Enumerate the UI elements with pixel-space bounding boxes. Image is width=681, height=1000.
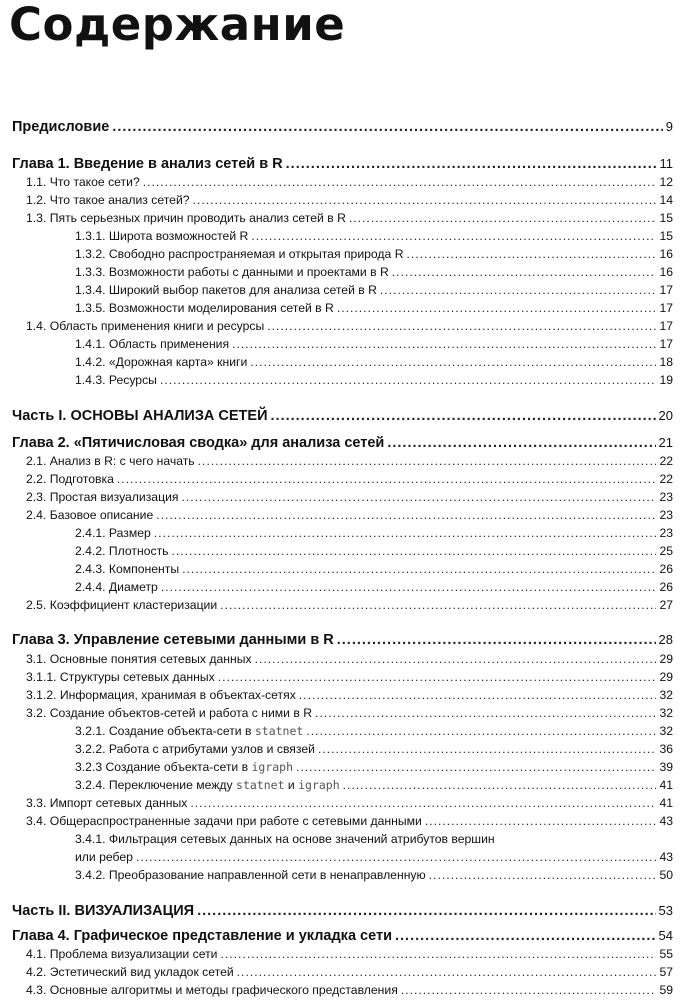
toc-entry <box>75 866 673 884</box>
dot-leader <box>337 631 656 649</box>
toc-entry <box>26 191 673 209</box>
dot-leader <box>267 317 656 335</box>
page-number: 19 <box>659 373 673 387</box>
toc-entry <box>12 434 673 452</box>
toc-entry-text: 1.1. Что такое сети? <box>26 175 140 189</box>
dot-leader <box>296 758 656 776</box>
toc-entry-text: 3.1. Основные понятия сетевых данных <box>26 652 252 666</box>
toc-entry-text: 1.2. Что такое анализ сетей? <box>26 193 190 207</box>
toc-entry-title <box>75 722 303 740</box>
toc-entry-text: Глава 2. «Пятичисловая сводка» для анализа сетей <box>12 435 385 451</box>
toc-entry <box>75 263 673 281</box>
toc-entry <box>75 245 673 263</box>
dot-leader <box>156 506 656 524</box>
toc-entry-title <box>26 704 312 722</box>
page-number: 50 <box>659 868 673 882</box>
toc-entry-title <box>75 578 158 596</box>
code-package-name: igraph <box>251 760 293 774</box>
toc-entry-title <box>12 155 283 173</box>
dot-leader <box>337 299 657 317</box>
toc-entry-title <box>12 407 268 425</box>
toc-entry-text: 2.1. Анализ в R: с чего начать <box>26 454 195 468</box>
toc-entry-text: 3.3. Импорт сетевых данных <box>26 796 188 810</box>
toc-entry-title <box>26 812 422 830</box>
toc-entry <box>75 740 673 758</box>
toc-entry-title <box>75 560 179 578</box>
toc-entry-title <box>26 506 153 524</box>
dot-leader <box>387 434 655 452</box>
toc-entry <box>75 560 673 578</box>
page-number: 25 <box>659 544 673 558</box>
toc-entry-text: 2.4. Базовое описание <box>26 508 154 522</box>
toc-entry-title <box>75 866 426 884</box>
page-number: 32 <box>659 706 673 720</box>
toc-entry-text: 2.4.3. Компоненты <box>75 562 180 576</box>
code-package-name: statnet <box>236 778 285 792</box>
toc-entry-title <box>75 281 377 299</box>
dot-leader <box>232 335 656 353</box>
dot-leader <box>343 776 657 794</box>
toc-entry-text: 4.1. Проблема визуализации сети <box>26 947 218 961</box>
toc-entry-title <box>26 596 217 614</box>
page-number: 18 <box>659 355 673 369</box>
page-number: 41 <box>659 796 673 810</box>
page-number: 16 <box>659 247 673 261</box>
page-number: 26 <box>659 580 673 594</box>
page-number: 12 <box>659 175 673 189</box>
toc-entry <box>26 650 673 668</box>
toc-entry-text: 2.4.4. Диаметр <box>75 580 158 594</box>
page-number: 29 <box>659 670 673 684</box>
page-number: 17 <box>659 337 673 351</box>
dot-leader <box>154 524 657 542</box>
toc-entry-text: 1.3. Пять серьезных причин проводить анализ сетей в R <box>26 211 346 225</box>
toc-entry-title <box>75 263 389 281</box>
page-number: 43 <box>659 814 673 828</box>
toc-entry-text: 4.2. Эстетический вид укладок сетей <box>26 965 234 979</box>
dot-leader <box>271 407 656 425</box>
page-number: 23 <box>659 526 673 540</box>
toc-entry <box>75 335 673 353</box>
toc-entry <box>26 317 673 335</box>
toc-entry-text: 1.3.2. Свободно распространяемая и открытая природа R <box>75 247 404 261</box>
page-number: 54 <box>658 928 673 943</box>
toc-entry-title <box>12 434 384 452</box>
toc-entry <box>26 488 673 506</box>
dot-leader <box>306 722 656 740</box>
toc-entry <box>12 155 673 173</box>
toc-entry-text: 1.4.1. Область применения <box>75 337 230 351</box>
dot-leader <box>286 155 657 173</box>
dot-leader <box>161 578 657 596</box>
toc-entry <box>12 118 673 136</box>
toc-entry-title <box>12 927 392 945</box>
page-number: 28 <box>658 632 673 647</box>
toc-entry <box>12 902 673 920</box>
page-number: 15 <box>659 229 673 243</box>
dot-leader <box>172 542 657 560</box>
page-number: 23 <box>659 508 673 522</box>
dot-leader <box>136 848 657 866</box>
toc-entry-text: Глава 3. Управление сетевыми данными в R <box>12 632 334 648</box>
toc-entry <box>26 173 673 191</box>
toc-entry-title <box>12 118 109 136</box>
toc-entry-text: 2.3. Простая визуализация <box>26 490 179 504</box>
toc-entry-text: 2.5. Коэффициент кластеризации <box>26 598 218 612</box>
toc-entry-text: 2.2. Подготовка <box>26 472 114 486</box>
toc-entry <box>75 299 673 317</box>
page-number: 9 <box>665 119 673 134</box>
toc-entry-title <box>26 488 178 506</box>
toc-entry-title <box>75 245 404 263</box>
toc-entry-text: 3.2.1. Создание объекта-сети в <box>75 724 255 738</box>
page-number: 55 <box>659 947 673 961</box>
toc-entry <box>75 524 673 542</box>
toc-entry-text: 3.1.1. Структуры сетевых данных <box>26 670 215 684</box>
toc-entry-text: 2.4.2. Плотность <box>75 544 169 558</box>
toc-entry <box>12 407 673 425</box>
toc-entry <box>75 227 673 245</box>
toc-entry-title <box>75 776 340 794</box>
dot-leader <box>429 866 657 884</box>
toc-entry-text: Часть II. ВИЗУАЛИЗАЦИЯ <box>12 903 195 919</box>
dot-leader <box>401 981 657 999</box>
dot-leader <box>237 963 657 981</box>
toc-entry-text: 4.3. Основные алгоритмы и методы графического представления <box>26 983 398 997</box>
toc-entry-title <box>12 631 334 649</box>
dot-leader <box>193 191 657 209</box>
toc-entry-title <box>26 794 187 812</box>
code-package-name: statnet <box>254 724 304 738</box>
toc-entry-text: 3.2.4. Переключение между <box>75 778 237 792</box>
dot-leader <box>380 281 657 299</box>
toc-entry <box>26 506 673 524</box>
dot-leader <box>318 740 657 758</box>
page-number: 59 <box>659 983 673 997</box>
toc-entry-title <box>75 335 229 353</box>
toc-entry-title <box>75 299 334 317</box>
toc-entry-title <box>75 524 151 542</box>
dot-leader <box>251 227 656 245</box>
toc-entry <box>26 704 673 722</box>
dot-leader <box>349 209 657 227</box>
toc-entry-text: 1.4.3. Ресурсы <box>75 373 157 387</box>
dot-leader <box>425 812 657 830</box>
dot-leader <box>112 118 662 136</box>
toc-entry <box>75 848 673 866</box>
toc-entry-text: Глава 1. Введение в анализ сетей в R <box>12 156 283 172</box>
toc-entry <box>26 686 673 704</box>
toc-entry <box>26 209 673 227</box>
toc-entry <box>75 542 673 560</box>
dot-leader <box>143 173 657 191</box>
page-number: 17 <box>659 301 673 315</box>
dot-leader <box>221 945 657 963</box>
toc-entry-title <box>26 209 346 227</box>
dot-leader <box>392 263 657 281</box>
dot-leader <box>117 470 657 488</box>
toc-entry <box>26 812 673 830</box>
dot-leader <box>299 686 657 704</box>
dot-leader <box>315 704 656 722</box>
toc-entry-title <box>75 758 293 776</box>
toc-entry-text: Глава 4. Графическое представление и укладка сети <box>12 928 392 944</box>
toc-entry-text: 3.1.2. Информация, хранимая в объектах-сетях <box>26 688 296 702</box>
toc-entry-title <box>26 452 195 470</box>
page-number: 21 <box>658 435 673 450</box>
toc-entry <box>12 927 673 945</box>
page-number: 11 <box>659 156 673 171</box>
dot-leader <box>255 650 657 668</box>
toc-entry-title: 3.4.1. Фильтрация сетевых данных на основе значений атрибутов вершин <box>75 832 495 846</box>
toc-entry-title <box>26 317 264 335</box>
toc-entry-title <box>26 981 398 999</box>
toc-entry-text: 3.4.2. Преобразование направленной сети в ненаправленную <box>75 868 426 882</box>
toc-entry-title <box>26 686 296 704</box>
dot-leader <box>220 596 656 614</box>
page-number: 57 <box>659 965 673 979</box>
dot-leader <box>407 245 657 263</box>
toc-entry-title <box>75 371 157 389</box>
page-number: 26 <box>659 562 673 576</box>
page-number: 43 <box>659 850 673 864</box>
toc-entry-title <box>26 945 218 963</box>
toc-entry <box>26 470 673 488</box>
dot-leader <box>181 488 656 506</box>
toc-entry-title <box>12 902 194 920</box>
toc-entry-text: 3.2.3 Создание объекта-сети в <box>75 760 252 774</box>
toc-entry-text: 1.3.3. Возможности работы с данными и проектами в R <box>75 265 389 279</box>
toc-entry <box>26 596 673 614</box>
page-number: 17 <box>659 319 673 333</box>
toc-entry-text: 1.3.1. Широта возможностей R <box>75 229 249 243</box>
toc-entry-title <box>75 353 247 371</box>
toc-entry-title: или ребер <box>75 850 133 864</box>
toc-entry <box>26 452 673 470</box>
toc-entry-text: 1.3.5. Возможности моделирования сетей в R <box>75 301 334 315</box>
toc-entry <box>12 631 673 649</box>
toc-entry-text: 1.3.4. Широкий выбор пакетов для анализа сетей в R <box>75 283 377 297</box>
toc-entry <box>75 776 673 794</box>
toc-entry <box>75 281 673 299</box>
page-number: 14 <box>659 193 673 207</box>
toc-entry-text: Часть I. ОСНОВЫ АНАЛИЗА СЕТЕЙ <box>12 408 268 424</box>
toc-entry <box>26 981 673 999</box>
dot-leader <box>395 927 656 945</box>
page-number: 32 <box>659 724 673 738</box>
toc-entry <box>75 353 673 371</box>
toc-entry-title <box>26 470 114 488</box>
dot-leader <box>250 353 656 371</box>
dot-leader <box>218 668 657 686</box>
page-number: 39 <box>659 760 673 774</box>
toc-entry-title <box>26 191 190 209</box>
page-number: 22 <box>659 454 673 468</box>
dot-leader <box>182 560 656 578</box>
page-number: 22 <box>659 472 673 486</box>
toc-entry-title <box>26 173 140 191</box>
dot-leader <box>160 371 657 389</box>
toc-entry-text: и <box>284 778 299 792</box>
toc-entry <box>75 371 673 389</box>
toc-entry-text: 2.4.1. Размер <box>75 526 151 540</box>
page-number: 20 <box>658 408 673 423</box>
page-number: 53 <box>658 903 673 918</box>
page-number: 41 <box>659 778 673 792</box>
page-number: 17 <box>659 283 673 297</box>
dot-leader <box>198 452 657 470</box>
toc-entry-text: Предисловие <box>12 119 110 135</box>
toc-entry <box>26 945 673 963</box>
page-number: 36 <box>659 742 673 756</box>
code-package-name: igraph <box>298 778 340 792</box>
toc-entry <box>75 722 673 740</box>
toc-entry-text: 1.4. Область применения книги и ресурсы <box>26 319 265 333</box>
toc-entry-title <box>75 740 315 758</box>
page-number: 23 <box>659 490 673 504</box>
toc-entry-text: 3.2. Создание объектов-сетей и работа с ними в R <box>26 706 313 720</box>
toc-entry-text: 1.4.2. «Дорожная карта» книги <box>75 355 248 369</box>
toc-entry-title <box>26 963 234 981</box>
toc-entry-text: 3.2.2. Работа с атрибутами узлов и связей <box>75 742 315 756</box>
toc-entry <box>75 578 673 596</box>
toc-entry-title <box>75 227 248 245</box>
page-number: 15 <box>659 211 673 225</box>
dot-leader <box>197 902 655 920</box>
toc-entry-text: 3.4. Общераспространенные задачи при работе с сетевыми данными <box>26 814 422 828</box>
toc-entry-title <box>26 668 215 686</box>
page-number: 16 <box>659 265 673 279</box>
page-number: 29 <box>659 652 673 666</box>
page-number: 32 <box>659 688 673 702</box>
dot-leader <box>190 794 656 812</box>
toc-entry <box>26 963 673 981</box>
toc-entry-title <box>26 650 252 668</box>
toc-entry-title <box>75 542 169 560</box>
toc-entry <box>26 668 673 686</box>
toc-entry <box>26 794 673 812</box>
page-number: 27 <box>659 598 673 612</box>
toc-entry <box>75 758 673 776</box>
page-title: Содержание <box>9 0 346 51</box>
